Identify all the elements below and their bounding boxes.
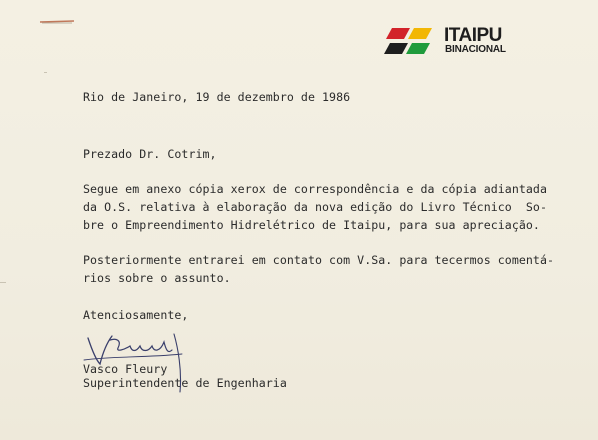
itaipu-logo-icon: [384, 26, 440, 56]
staple-mark: [38, 18, 78, 26]
logo-subtitle: BINACIONAL: [445, 44, 506, 55]
paragraph1-line: da O.S. relativa à elaboração da nova edição do Livro Técnico So-: [83, 200, 547, 214]
itaipu-logo: [384, 26, 514, 56]
closing: Atenciosamente,: [83, 308, 189, 322]
margin-mark: [44, 72, 47, 73]
paragraph1-line: Segue em anexo cópia xerox de correspondência e da cópia adiantada: [83, 182, 547, 196]
paragraph2-line: rios sobre o assunto.: [83, 271, 231, 285]
signer-title: Superintendente de Engenharia: [83, 376, 287, 390]
signer-name: Vasco Fleury: [83, 362, 168, 376]
place-date: Rio de Janeiro, 19 de dezembro de 1986: [83, 90, 351, 104]
paragraph1-line: bre o Empreendimento Hidrelétrico de Itaipu, para sua apreciação.: [83, 218, 540, 232]
paragraph2-line: Posteriormente entrarei em contato com V.Sa. para tecermos comentá-: [83, 253, 555, 267]
logo-title: ITAIPU: [444, 25, 502, 46]
salutation: Prezado Dr. Cotrim,: [83, 147, 217, 161]
margin-mark: [0, 282, 6, 283]
